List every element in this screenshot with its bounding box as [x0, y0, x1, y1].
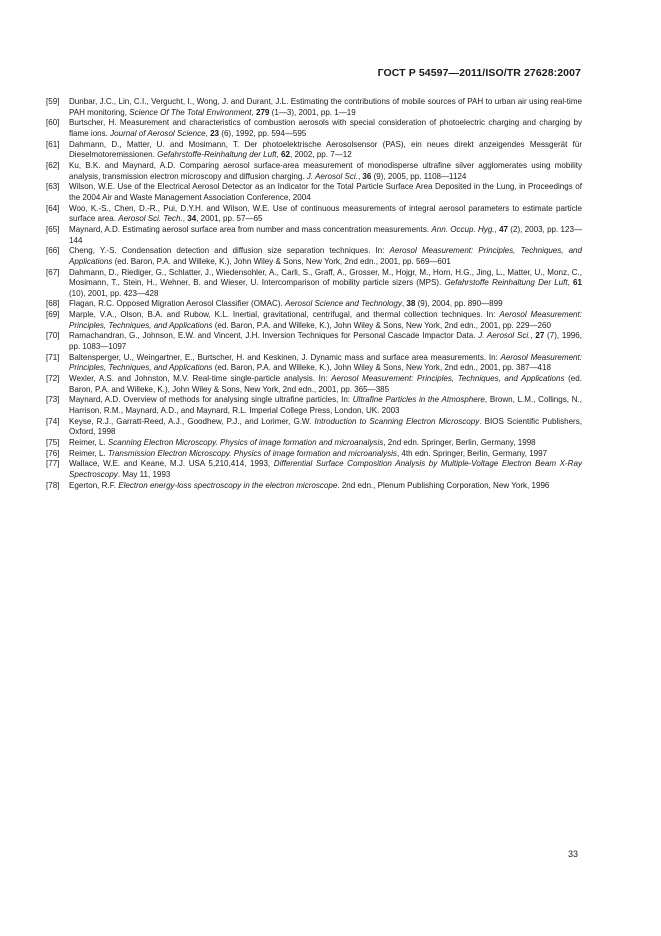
reference-segment: , [401, 299, 407, 309]
reference-title: J. Aerosol Sci. [478, 331, 531, 341]
reference-segment: Maynard, A.D. Overview of methods for analysing single ultrafine particles, In: [69, 395, 353, 405]
reference-volume: 23 [210, 128, 220, 138]
reference-number: [60] [46, 118, 60, 128]
reference-item [46, 438, 582, 449]
reference-item [46, 417, 582, 438]
reference-text [69, 118, 582, 139]
reference-segment: , [567, 278, 574, 288]
reference-segment: , [182, 214, 188, 224]
reference-text [69, 299, 582, 310]
reference-text [69, 161, 582, 182]
reference-title: Gefahrstoffe Reinhaltung Der Luft [444, 278, 568, 288]
reference-item [46, 459, 582, 480]
reference-text [69, 331, 582, 352]
reference-item [46, 268, 582, 300]
reference-volume: 27 [535, 331, 545, 341]
reference-text [69, 481, 582, 492]
reference-item [46, 118, 582, 139]
reference-segment: . May 11, 1993 [117, 469, 171, 479]
reference-text [69, 417, 582, 438]
reference-text [69, 438, 582, 449]
reference-segment: Dunbar, J.C., Lin, C.I., Vergucht, I., Wong, J. and Durant, J.L. Estimating the contributions of mobile sources of PAH to urban air using real-time PAH monitoring, [69, 97, 582, 117]
reference-title: Aerosol Measurement: Principles, Techniques, and Applications [69, 310, 582, 330]
reference-title: Aerosol Science and Technology [285, 299, 402, 309]
reference-volume: 279 [255, 107, 270, 117]
reference-segment: (7), 1996, pp. 1083—1097 [69, 331, 582, 352]
reference-segment: (1—3), 2001, pp. 1—19 [269, 107, 356, 117]
reference-text [69, 310, 582, 331]
reference-segment: Cheng, Y.-S. Condensation detection and diffusion size separation techniques. In: [69, 246, 390, 256]
reference-number: [61] [46, 139, 60, 149]
reference-text [69, 374, 582, 395]
reference-segment: Wilson, W.E. Use of the Electrical Aerosol Detector as an Indicator for the Total Particle Surface Area Deposited in the Lung, in Proceedings of the 2004 Air and Waste Management Association Conference, 2004 [69, 182, 582, 202]
reference-segment: , [357, 171, 363, 181]
page-number: 33 [568, 849, 579, 859]
reference-segment: , [205, 128, 211, 138]
reference-item [46, 331, 582, 352]
reference-segment: , 2001, pp. 57—65 [196, 214, 263, 224]
reference-number: [69] [46, 310, 60, 320]
reference-item [46, 481, 582, 492]
reference-number: [75] [46, 438, 60, 447]
reference-item [46, 140, 582, 161]
reference-text [69, 449, 582, 460]
reference-item [46, 299, 582, 310]
reference-title: Ultrafine Particles in the Atmosphere [352, 395, 485, 405]
reference-segment: (ed. Baron, P.A. and Willeke, K.), John Wiley & Sons, New York, 2nd edn., 2001, pp. 365—385 [69, 374, 582, 394]
reference-segment: Burtscher, H. Measurement and characteristics of combustion aerosols with special consideration of photoelectric charging and charging by flame ions. [69, 118, 582, 138]
reference-item [46, 204, 582, 225]
reference-title: J. Aerosol Sci. [306, 171, 358, 181]
reference-item [46, 182, 582, 203]
reference-number: [65] [46, 224, 60, 234]
reference-segment: Baltensperger, U., Weingartner, E., Burtscher, H. and Keskinen, J. Dynamic mass and surface area measurements. In: [69, 352, 501, 362]
reference-segment: (10), 2001, pp. 423—428 [69, 288, 159, 298]
reference-segment: . 2nd edn., Plenum Publishing Corporation, New York, 1996 [337, 480, 550, 490]
reference-number: [71] [46, 352, 60, 362]
reference-segment: (2), 2003, pp. 123—144 [69, 224, 583, 245]
reference-item [46, 449, 582, 460]
reference-segment: Ramachandran, G., Johnson, E.W. and Vincent, J.H. Inversion Techniques for Personal Cascade Impactor Data. [69, 331, 479, 341]
reference-segment: Keyse, R.J., Garratt-Reed, A.J., Goodhew, P.J., and Lorimer, G.W. [69, 416, 315, 426]
reference-segment: , 2002, pp. 7—12 [289, 150, 352, 160]
reference-title: Electron energy-loss spectroscopy in the electron microscope [118, 480, 338, 490]
reference-item [46, 310, 582, 331]
reference-segment: Woo, K.-S., Chen, D.-R., Pui, D.Y.H. and Wilson, W.E. Use of continuous measurements of integral aerosol parameters to estimate particle surface area. [69, 203, 582, 224]
reference-segment: , [494, 224, 500, 234]
reference-text [69, 268, 582, 300]
reference-number: [67] [46, 267, 60, 277]
reference-title: Differential Surface Composition Analysis by Multiple-Voltage Electron Beam X-Ray Spectroscopy [69, 459, 582, 479]
reference-title: Scanning Electron Microscopy. Physics of image formation and microanalysis [107, 438, 384, 447]
reference-segment: . BIOS Scientific Publishers, Oxford, 1998 [69, 416, 582, 437]
reference-segment: , [251, 107, 256, 117]
reference-number: [78] [46, 480, 60, 490]
reference-title: Aerosol Measurement: Principles, Techniques, and Applications [69, 352, 583, 373]
reference-title: Transmission Electron Microscopy. Physics of image formation and microanalysis [107, 448, 397, 458]
reference-segment: Maynard, A.D. Estimating aerosol surface area from number and mass concentration measurements. [69, 224, 432, 234]
reference-segment: Reimer, L. [69, 448, 108, 458]
reference-item [46, 97, 582, 118]
reference-item [46, 353, 582, 374]
reference-number: [64] [46, 203, 60, 213]
reference-segment: Wexler, A.S. and Johnston, M.V. Real-time single-particle analysis. In: [69, 374, 332, 384]
reference-number: [68] [46, 299, 60, 309]
reference-number: [77] [46, 459, 60, 469]
reference-volume: 62 [281, 150, 290, 160]
reference-item [46, 246, 582, 267]
reference-text [69, 246, 582, 267]
reference-title: Journal of Aerosol Science [110, 128, 206, 138]
reference-segment: (9), 2005, pp. 1108—1124 [371, 171, 467, 181]
reference-volume: 47 [499, 224, 509, 234]
reference-text [69, 204, 582, 225]
reference-text [69, 97, 582, 118]
reference-segment: , 2nd edn. Springer, Berlin, Germany, 1998 [383, 438, 536, 447]
reference-volume: 61 [573, 278, 582, 288]
reference-text [69, 140, 582, 161]
reference-segment: , [276, 150, 282, 160]
reference-number: [76] [46, 448, 60, 458]
reference-title: Aerosol Sci. Tech. [118, 214, 183, 224]
reference-segment: Dahmann, D., Matter, U. and Mosimann, T. Der photoelektrische Aerosolsensor (PAS), ein neues direkt anzeigendes Messgerät für Dieselmotoremissionen. [69, 139, 582, 160]
reference-item [46, 161, 582, 182]
reference-segment: Flagan, R.C. Opposed Migration Aerosol Classifier (OMAC). [69, 299, 286, 309]
reference-number: [74] [46, 416, 60, 426]
reference-segment: (6), 1992, pp. 594—595 [219, 128, 307, 138]
reference-text [69, 459, 582, 480]
reference-segment: , [530, 331, 536, 341]
reference-segment: (ed. Baron, P.A. and Willeke, K.), John Wiley & Sons, New York, 2nd edn., 2001, pp. 569—601 [112, 256, 451, 266]
reference-text [69, 182, 582, 203]
reference-number: [72] [46, 374, 60, 384]
reference-number: [73] [46, 395, 60, 405]
reference-item [46, 395, 582, 416]
reference-number: [62] [46, 160, 60, 170]
reference-segment: , Brown, L.M., Collings, N., Harrison, R.M., Maynard, A.D., and Maynard, R.L. Imperial College Press, London, UK. 2003 [69, 395, 582, 416]
reference-number: [70] [46, 331, 60, 341]
reference-segment: Dahmann, D., Riediger, G., Schlatter, J., Wiedensohler, A., Carli, S., Graff, A., Grosser, M., Hojgr, M., Horn, H.G., Jing, L., Matter, U., Monz, C., Mosimann, T., Stein, H., Wehner, B. and Wieser, U. Intercomparison of mobility particle sizers (MPS). [69, 267, 582, 288]
reference-title: Aerosol Measurement: Principles, Techniques, and Applications [331, 374, 565, 384]
page-header: ГОСТ Р 54597—2011/ISO/TR 27628:2007 [377, 67, 581, 79]
reference-text [69, 395, 582, 416]
reference-title: Introduction to Scanning Electron Microscopy [314, 416, 480, 426]
reference-list [46, 97, 582, 491]
reference-number: [63] [46, 182, 60, 192]
reference-title: Aerosol Measurement: Principles, Techniques, and Applications [69, 246, 582, 266]
reference-title: Science Of The Total Environment [129, 107, 252, 117]
reference-segment: (ed. Baron, P.A. and Willeke, K.), John Wiley & Sons, New York, 2nd edn., 2001, pp. 229—260 [212, 320, 551, 330]
reference-number: [66] [46, 246, 60, 256]
reference-item [46, 225, 582, 246]
reference-title: Gefahrstoffe-Reinhaltung der Luft [157, 150, 277, 160]
reference-segment: Egerton, R.F. [69, 480, 119, 490]
reference-text [69, 353, 582, 374]
reference-segment: Wallace, W.E. and Keane, M.J. USA 5,210,414, 1993, [69, 459, 274, 469]
reference-number: [59] [46, 97, 60, 106]
reference-volume: 34 [187, 214, 197, 224]
reference-segment: (ed. Baron, P.A. and Willeke, K.), John Wiley & Sons, New York, 2nd edn., 2001, pp. 387—418 [212, 363, 551, 373]
reference-segment: , 4th edn. Springer, Berlin, Germany, 1997 [396, 448, 548, 458]
reference-segment: Reimer, L. [69, 438, 108, 447]
reference-volume: 38 [406, 299, 416, 309]
reference-title: Ann. Occup. Hyg. [431, 224, 495, 234]
reference-volume: 36 [362, 171, 372, 181]
reference-item [46, 374, 582, 395]
reference-text [69, 225, 582, 246]
reference-segment: (9), 2004, pp. 890—899 [415, 299, 503, 309]
reference-segment: Ku, B.K. and Maynard, A.D. Comparing aerosol surface-area measurement of monodisperse ultrafine silver agglomerates using mobility analysis, transmission electron microscopy and diffusion charging. [69, 160, 582, 181]
reference-segment: Marple, V.A., Olson, B.A. and Rubow, K.L. Inertial, gravitational, centrifugal, and thermal collection techniques. In: [69, 310, 500, 320]
